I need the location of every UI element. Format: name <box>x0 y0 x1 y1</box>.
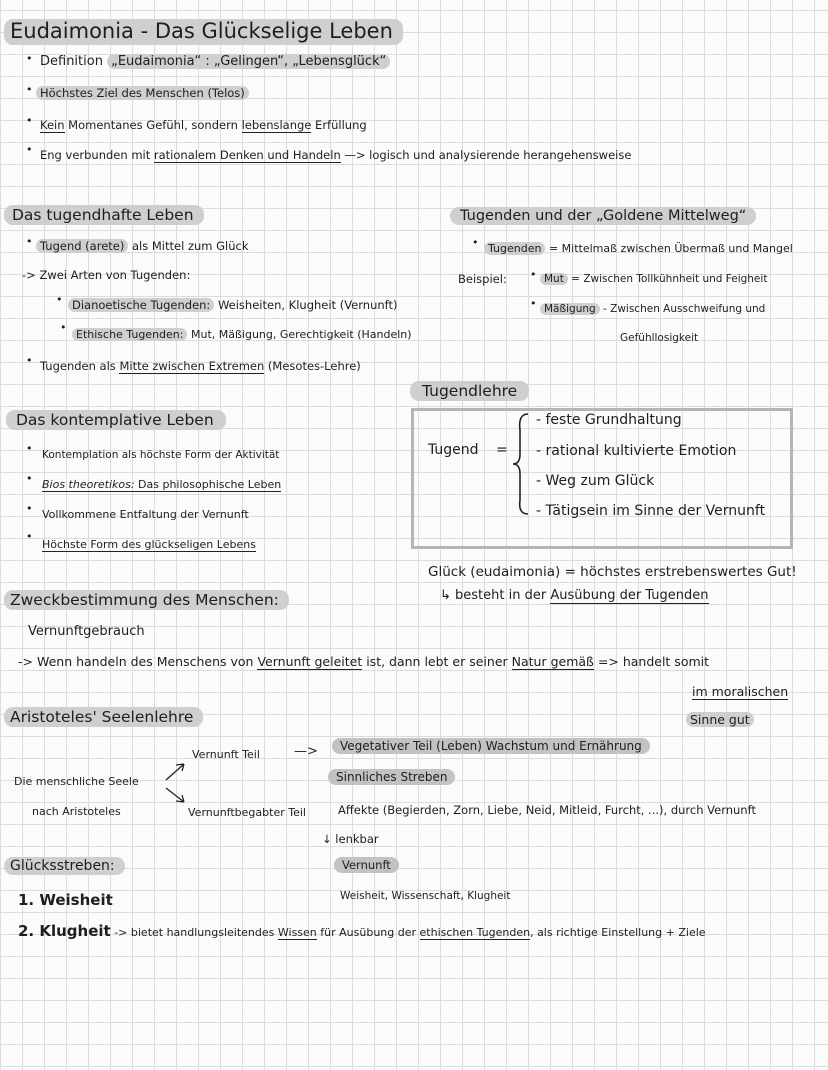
strive-item-2-label: 2. Klugheit <box>18 922 111 940</box>
lehre-item-4: - Tätigsein im Sinne der Vernunft <box>536 503 766 519</box>
thinking-line <box>40 148 631 162</box>
ethical-line <box>72 328 412 341</box>
glueck-consists <box>440 588 709 603</box>
text: als Mittel zum Glück <box>128 239 249 253</box>
goal-line: Höchstes Ziel des Menschen (Telos) <box>36 86 249 100</box>
lehre-item-1: - feste Grundhaltung <box>536 412 682 428</box>
text: besteht in der <box>455 588 551 603</box>
vernunft-label: Vernunft <box>334 857 399 873</box>
underlined-text: ethischen Tugenden <box>419 926 531 939</box>
underlined-text: Mitte zwischen Extremen <box>119 359 265 373</box>
lenkbar-line <box>322 832 379 846</box>
text: Mut, Mäßigung, Gerechtigkeit (Handeln) <box>187 328 412 341</box>
affects-line: Affekte (Begierden, Zorn, Liebe, Neid, Mitleid, Furcht, ...), durch Vernunft <box>338 803 756 817</box>
sensual-striving: Sinnliches Streben <box>328 769 455 785</box>
curly-brace-icon <box>510 410 534 518</box>
purpose-line-4: Sinne gut <box>686 712 754 727</box>
text: (Mesotes-Lehre) <box>264 359 361 373</box>
bullet-dot: • <box>530 268 537 281</box>
definition-line <box>40 54 390 69</box>
virtue-line-2: -> Zwei Arten von Tugenden: <box>22 268 191 282</box>
underlined-text: Kein <box>40 118 65 132</box>
vegetative-part: Vegetativer Teil (Leben) Wachstum und Ernährung <box>332 738 650 754</box>
strive-item-2 <box>18 921 706 940</box>
highlight: Mut <box>540 273 568 285</box>
contemplative-line-2 <box>42 478 281 491</box>
virtue-line-1 <box>36 239 249 253</box>
bullet-dot: • <box>472 236 479 249</box>
bullet-dot: • <box>26 442 33 455</box>
feeling-line <box>40 118 367 132</box>
bullet-dot: • <box>26 502 33 515</box>
underlined-text: Bios theoretikos: <box>42 478 135 491</box>
bullet-dot: • <box>26 83 33 96</box>
reason-gifted-part: Vernunftbegabter Teil <box>188 806 306 819</box>
text: für Ausübung der <box>316 926 420 939</box>
bullet-dot: • <box>530 297 537 310</box>
underlined-text: Vernunft geleitet <box>257 654 363 669</box>
text: -> Wenn handeln des Menschens von <box>18 654 258 669</box>
section-heading-strive: Glücksstreben: <box>4 857 125 875</box>
section-heading-purpose: Zweckbestimmung des Menschen: <box>4 590 289 610</box>
strive-item-1: 1. Weisheit <box>18 891 113 909</box>
contemplative-line-3: Vollkommene Entfaltung der Vernunft <box>42 508 249 521</box>
bullet-dot: • <box>60 321 67 334</box>
contemplative-line-4: Höchste Form des glückseligen Lebens <box>42 538 256 551</box>
golden-line-1 <box>484 242 793 255</box>
text: - Zwischen Ausschweifung und <box>599 303 766 315</box>
tugend-term: Tugend <box>428 442 479 458</box>
text: , als richtige Einstellung + Ziele <box>530 926 706 939</box>
massigung-line <box>540 303 765 315</box>
underlined-text: lebenslange <box>241 118 312 132</box>
text: Weisheiten, Klugheit (Vernunft) <box>214 298 398 312</box>
underlined-text: Das philosophische Leben <box>134 478 282 491</box>
bullet-dot: • <box>26 52 33 65</box>
down-arrow-icon: ↓ <box>322 832 332 846</box>
text: = Mittelmaß zwischen Übermaß und Mangel <box>545 242 793 255</box>
bullet-dot: • <box>56 293 63 306</box>
underlined-text: Ausübung der Tugenden <box>550 588 709 603</box>
mesotes-line <box>40 359 361 373</box>
bullet-dot: • <box>26 472 33 485</box>
definition-highlight: „Eudaimonia“ : „Gelingen“, „Lebensglück“ <box>107 54 390 69</box>
section-heading-soul: Aristoteles' Seelenlehre <box>4 707 203 727</box>
section-heading-golden: Tugenden und der „Goldene Mittelweg“ <box>450 207 756 225</box>
purpose-line-3 <box>692 684 788 699</box>
purpose-line-2 <box>18 654 709 669</box>
soul-label-2: nach Aristoteles <box>32 805 121 818</box>
underlined-text: im moralischen <box>692 684 789 699</box>
highlight: Ethische Tugenden: <box>72 328 187 341</box>
lehre-item-2: - rational kultivierte Emotion <box>536 443 737 459</box>
underlined-text: Wissen <box>277 926 317 939</box>
mut-line <box>540 273 767 285</box>
section-heading-contemplative: Das kontemplative Leben <box>6 410 226 430</box>
underlined-text: Natur gemäß <box>511 654 594 669</box>
soul-label-1: Die menschliche Seele <box>14 775 139 788</box>
text: lenkbar <box>335 832 379 846</box>
highlight: Dianoetische Tugenden: <box>68 298 214 312</box>
text: —> logisch und analysierende herangehensweise <box>340 148 632 162</box>
highlight: Mäßigung <box>540 303 600 315</box>
section-heading-virtuous: Das tugendhafte Leben <box>4 205 204 225</box>
purpose-line-1: Vernunftgebrauch <box>28 624 145 639</box>
text: ist, dann lebt er seiner <box>362 654 512 669</box>
example-label: Beispiel: <box>458 272 507 286</box>
massigung-cont: Gefühllosigkeit <box>620 332 699 344</box>
return-arrow-icon: ↳ <box>440 588 456 603</box>
contemplative-line-1: Kontemplation als höchste Form der Aktivität <box>42 449 280 461</box>
equals-sign: = <box>496 442 508 458</box>
text: Tugenden als <box>40 359 120 373</box>
bullet-dot: • <box>26 143 33 156</box>
dianoetic-line <box>68 298 398 312</box>
arrow-right-icon: —> <box>294 744 318 759</box>
highlight: Tugend (arete) <box>36 239 128 253</box>
lehre-item-3: - Weg zum Glück <box>536 473 655 489</box>
section-heading-tugendlehre: Tugendlehre <box>410 381 529 401</box>
vernunft-teil: Vernunft Teil <box>192 748 260 761</box>
text: => handelt somit <box>593 654 710 669</box>
highlight: Tugenden <box>484 242 545 255</box>
underlined-text: rationalem Denken und Handeln <box>153 148 341 162</box>
text: -> bietet handlungsleitendes <box>110 926 278 939</box>
text: = Zwischen Tollkühnheit und Feigheit <box>567 273 768 285</box>
text: Erfüllung <box>311 118 367 132</box>
branch-arrows-icon <box>160 758 190 808</box>
bullet-dot: • <box>26 114 33 127</box>
text: Eng verbunden mit <box>40 148 154 162</box>
definition-label: Definition <box>40 54 103 69</box>
page-title: Eudaimonia - Das Glückselige Leben <box>4 19 403 45</box>
glueck-definition: Glück (eudaimonia) = höchstes erstrebenswertes Gut! <box>428 564 797 580</box>
bullet-dot: • <box>26 530 33 543</box>
bullet-dot: • <box>26 354 33 367</box>
text: Momentanes Gefühl, sondern <box>64 118 242 132</box>
wisdom-line: Weisheit, Wissenschaft, Klugheit <box>340 890 511 902</box>
bullet-dot: • <box>26 235 33 248</box>
